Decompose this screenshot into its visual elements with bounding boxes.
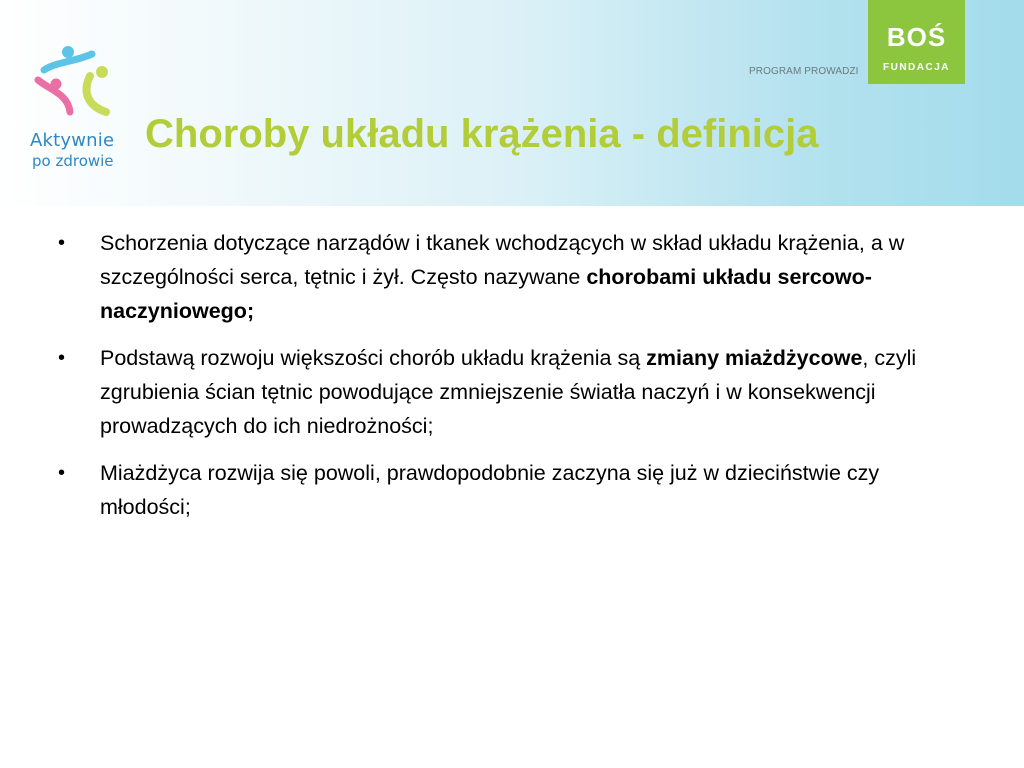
bullet-item — [58, 456, 968, 524]
program-label: PROGRAM PROWADZI — [749, 66, 859, 77]
bullet-text: Miażdżyca rozwija się powoli, prawdopodobnie zaczyna się już w dzieciństwie czy młodości; — [100, 461, 880, 519]
bullet-list — [58, 226, 968, 537]
bullet-icon: • — [58, 462, 66, 484]
blue-figure-head — [62, 46, 74, 58]
bullet-text-tail: , czyli zgrubienia ścian tętnic powodujące zmniejszenie światła naczyń i w konsekwencji prowadzących do ich niedrożności; — [100, 346, 917, 438]
bos-logo-subtitle: FUNDACJA — [883, 62, 950, 73]
bullet-item — [58, 226, 968, 328]
logo-text-line1: Aktywnie — [30, 130, 115, 151]
lime-figure-head — [96, 66, 108, 78]
aktywnie-logo — [28, 40, 148, 180]
bullet-bold-text: zmiany miażdżycowe — [646, 346, 863, 370]
bos-logo-name: BOŚ — [886, 22, 947, 52]
people-figures-icon — [34, 40, 114, 120]
slide-title: Choroby układu krążenia - definicja — [145, 112, 819, 156]
bullet-text: Podstawą rozwoju większości chorób układu krążenia są — [100, 346, 647, 370]
lime-figure-body — [87, 76, 106, 112]
logo-text-line2: po zdrowie — [32, 152, 114, 170]
bullet-icon: • — [58, 347, 66, 369]
bos-foundation-logo — [868, 0, 965, 84]
bullet-icon: • — [58, 232, 66, 254]
bullet-item — [58, 341, 968, 443]
bullet-text: Schorzenia dotyczące narządów i tkanek wchodzących w skład układu krążenia, a w szczególności serca, tętnic i żył. Często nazywane — [100, 231, 905, 289]
bullet-bold-text: chorobami układu sercowo-naczyniowego; — [100, 265, 872, 323]
